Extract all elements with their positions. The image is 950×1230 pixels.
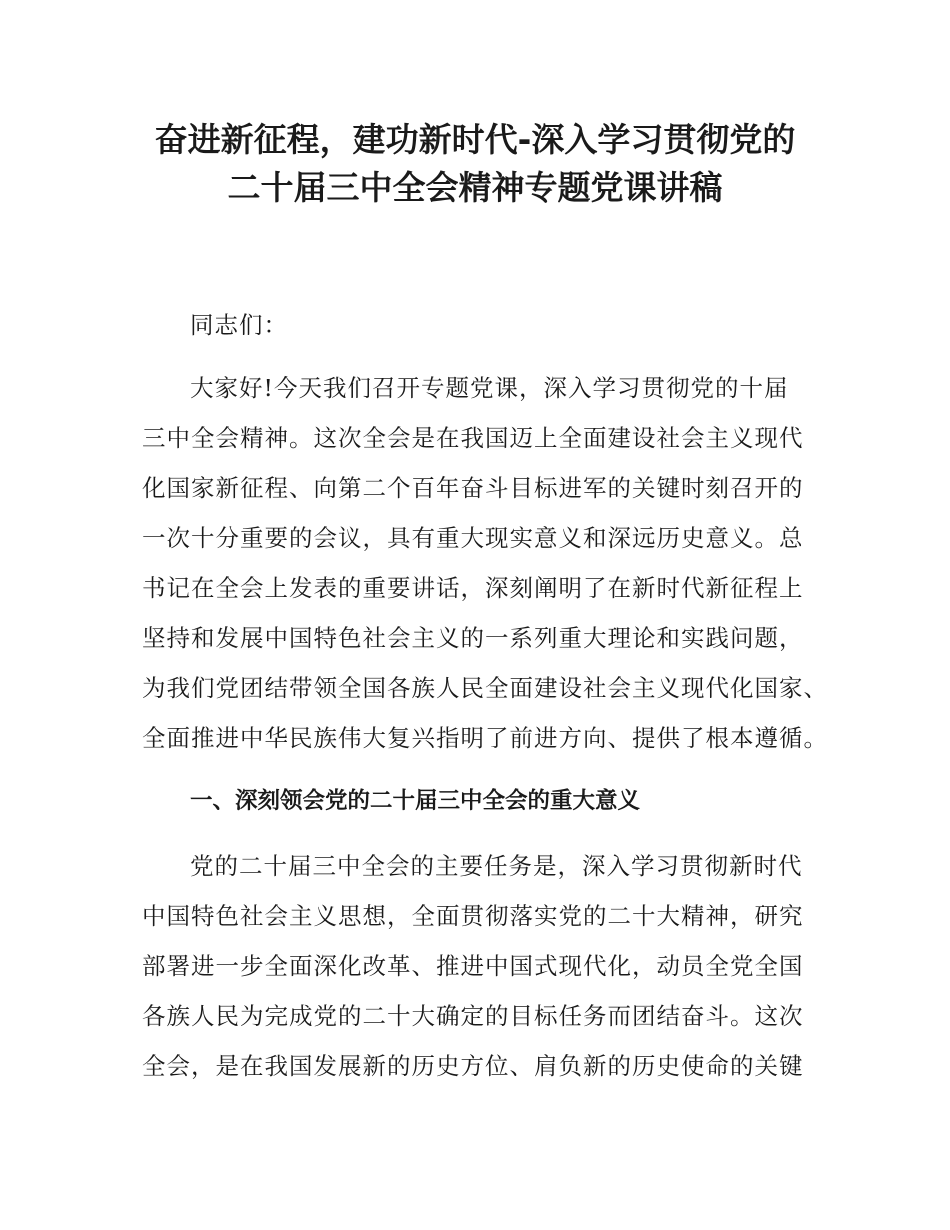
document-title-line-2: 二十届三中全会精神专题党课讲稿	[227, 168, 723, 207]
paragraph-line: 中国特色社会主义思想，全面贯彻落实党的二十大精神，研究	[142, 902, 804, 930]
paragraph-line: 部署进一步全面深化改革、推进中国式现代化，动员全党全国	[142, 952, 804, 980]
paragraph-line: 党的二十届三中全会的主要任务是，深入学习贯彻新时代	[190, 852, 803, 880]
paragraph-line: 为我们党团结带领全国各族人民全面建设社会主义现代化国家、	[142, 674, 828, 702]
paragraph-line: 各族人民为完成党的二十大确定的目标任务而团结奋斗。这次	[142, 1002, 804, 1030]
greeting: 同志们：	[190, 311, 288, 339]
paragraph-line: 三中全会精神。这次全会是在我国迈上全面建设社会主义现代	[142, 424, 804, 452]
paragraph-line: 坚持和发展中国特色社会主义的一系列重大理论和实践问题，	[142, 624, 804, 652]
document-title-line-1: 奋进新征程，建功新时代-深入学习贯彻党的	[154, 120, 796, 159]
paragraph-line: 全会，是在我国发展新的历史方位、肩负新的历史使命的关键	[142, 1052, 804, 1080]
paragraph-line: 化国家新征程、向第二个百年奋斗目标进军的关键时刻召开的	[142, 474, 804, 502]
section-heading: 一、深刻领会党的二十届三中全会的重大意义	[190, 788, 641, 814]
paragraph-line: 书记在全会上发表的重要讲话，深刻阐明了在新时代新征程上	[142, 574, 804, 602]
paragraph-line: 一次十分重要的会议，具有重大现实意义和深远历史意义。总	[142, 524, 804, 552]
paragraph-line: 大家好!今天我们召开专题党课，深入学习贯彻党的十届	[190, 374, 789, 402]
paragraph-line: 全面推进中华民族伟大复兴指明了前进方向、提供了根本遵循。	[142, 724, 828, 752]
